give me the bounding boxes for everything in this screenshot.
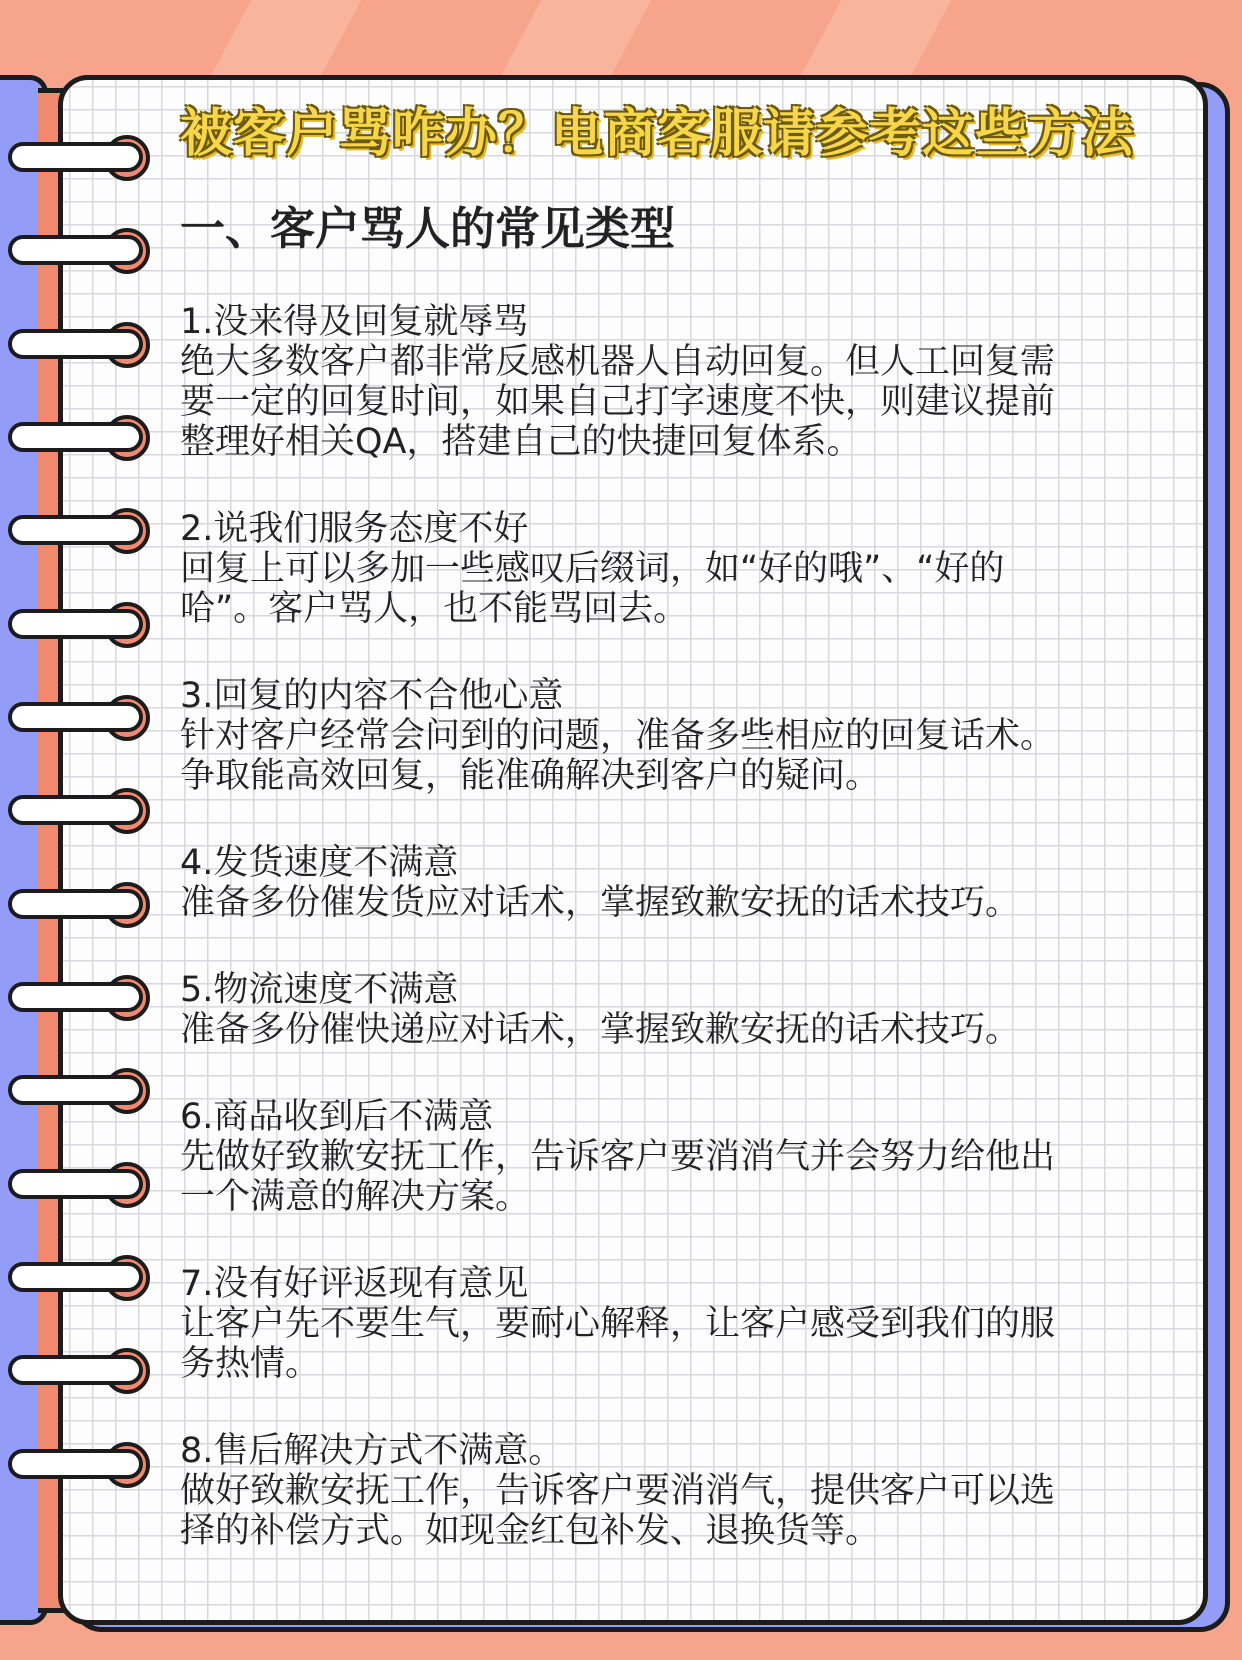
- binding-wire: [8, 1355, 143, 1385]
- spiral-ring-icon: [8, 508, 156, 554]
- spiral-ring-icon: [8, 415, 156, 461]
- item-title: 5.物流速度不满意: [180, 970, 459, 1010]
- tips-list: [180, 302, 1180, 1551]
- item-body: 先做好致歉安抚工作，告诉客户要消消气并会努力给他出 一个满意的解决方案。: [180, 1137, 1056, 1217]
- list-item: [180, 843, 1180, 923]
- binding-wire: [8, 142, 143, 172]
- spiral-ring-icon: [8, 695, 156, 741]
- item-title: 7.没有好评返现有意见: [180, 1264, 529, 1304]
- binding-wire: [8, 982, 143, 1012]
- item-title: 2.说我们服务态度不好: [180, 509, 529, 549]
- notebook-content: [180, 95, 1180, 1551]
- spiral-ring-icon: [8, 1442, 156, 1488]
- binding-wire: [8, 235, 143, 265]
- item-body: 准备多份催快递应对话术，掌握致歉安抚的话术技巧。: [180, 1010, 1021, 1050]
- binding-wire: [8, 329, 143, 359]
- item-title: 8.售后解决方式不满意。: [180, 1431, 564, 1471]
- item-title: 3.回复的内容不合他心意: [180, 676, 564, 716]
- list-item: [180, 970, 1180, 1050]
- binding-wire: [8, 889, 143, 919]
- item-body: 让客户先不要生气，要耐心解释，让客户感受到我们的服 务热情。: [180, 1304, 1056, 1384]
- spiral-ring-icon: [8, 1162, 156, 1208]
- item-title: 1.没来得及回复就辱骂: [180, 302, 529, 342]
- spiral-ring-icon: [8, 228, 156, 274]
- list-item: [180, 676, 1180, 796]
- binding-wire: [8, 609, 143, 639]
- item-body: 绝大多数客户都非常反感机器人自动回复。但人工回复需 要一定的回复时间，如果自己打字速度不快，则建议提前 整理好相关QA，搭建自己的快捷回复体系。: [180, 342, 1056, 462]
- list-item: [180, 509, 1180, 629]
- list-item: [180, 1097, 1180, 1217]
- section-heading: 一、客户骂人的常见类型: [180, 202, 676, 255]
- binding-wire: [8, 515, 143, 545]
- list-item: [180, 1431, 1180, 1551]
- binding-wire: [8, 422, 143, 452]
- item-title: 6.商品收到后不满意: [180, 1097, 494, 1137]
- spiral-ring-icon: [8, 975, 156, 1021]
- binding-wire: [8, 1075, 143, 1105]
- item-body: 针对客户经常会问到的问题，准备多些相应的回复话术。 争取能高效回复，能准确解决到客户的疑问。: [180, 716, 1056, 796]
- page-title: 被客户骂咋办？电商客服请参考这些方法: [180, 104, 1135, 164]
- item-body: 做好致歉安抚工作，告诉客户要消消气，提供客户可以选 择的补偿方式。如现金红包补发、退换货等。: [180, 1471, 1056, 1551]
- list-item: [180, 302, 1180, 462]
- binding-wire: [8, 795, 143, 825]
- binding-wire: [8, 1262, 143, 1292]
- spiral-ring-icon: [8, 135, 156, 181]
- binding-wire: [8, 702, 143, 732]
- binding-wire: [8, 1169, 143, 1199]
- spiral-ring-icon: [8, 788, 156, 834]
- spiral-ring-icon: [8, 1255, 156, 1301]
- binding-wire: [8, 1449, 143, 1479]
- spiral-ring-icon: [8, 322, 156, 368]
- spiral-ring-icon: [8, 1348, 156, 1394]
- item-body: 回复上可以多加一些感叹后缀词，如“好的哦”、“好的 哈”。客户骂人，也不能骂回去。: [180, 549, 1005, 629]
- item-body: 准备多份催发货应对话术，掌握致歉安抚的话术技巧。: [180, 883, 1021, 923]
- spiral-ring-icon: [8, 882, 156, 928]
- spiral-ring-icon: [8, 602, 156, 648]
- spiral-ring-icon: [8, 1068, 156, 1114]
- item-title: 4.发货速度不满意: [180, 843, 459, 883]
- list-item: [180, 1264, 1180, 1384]
